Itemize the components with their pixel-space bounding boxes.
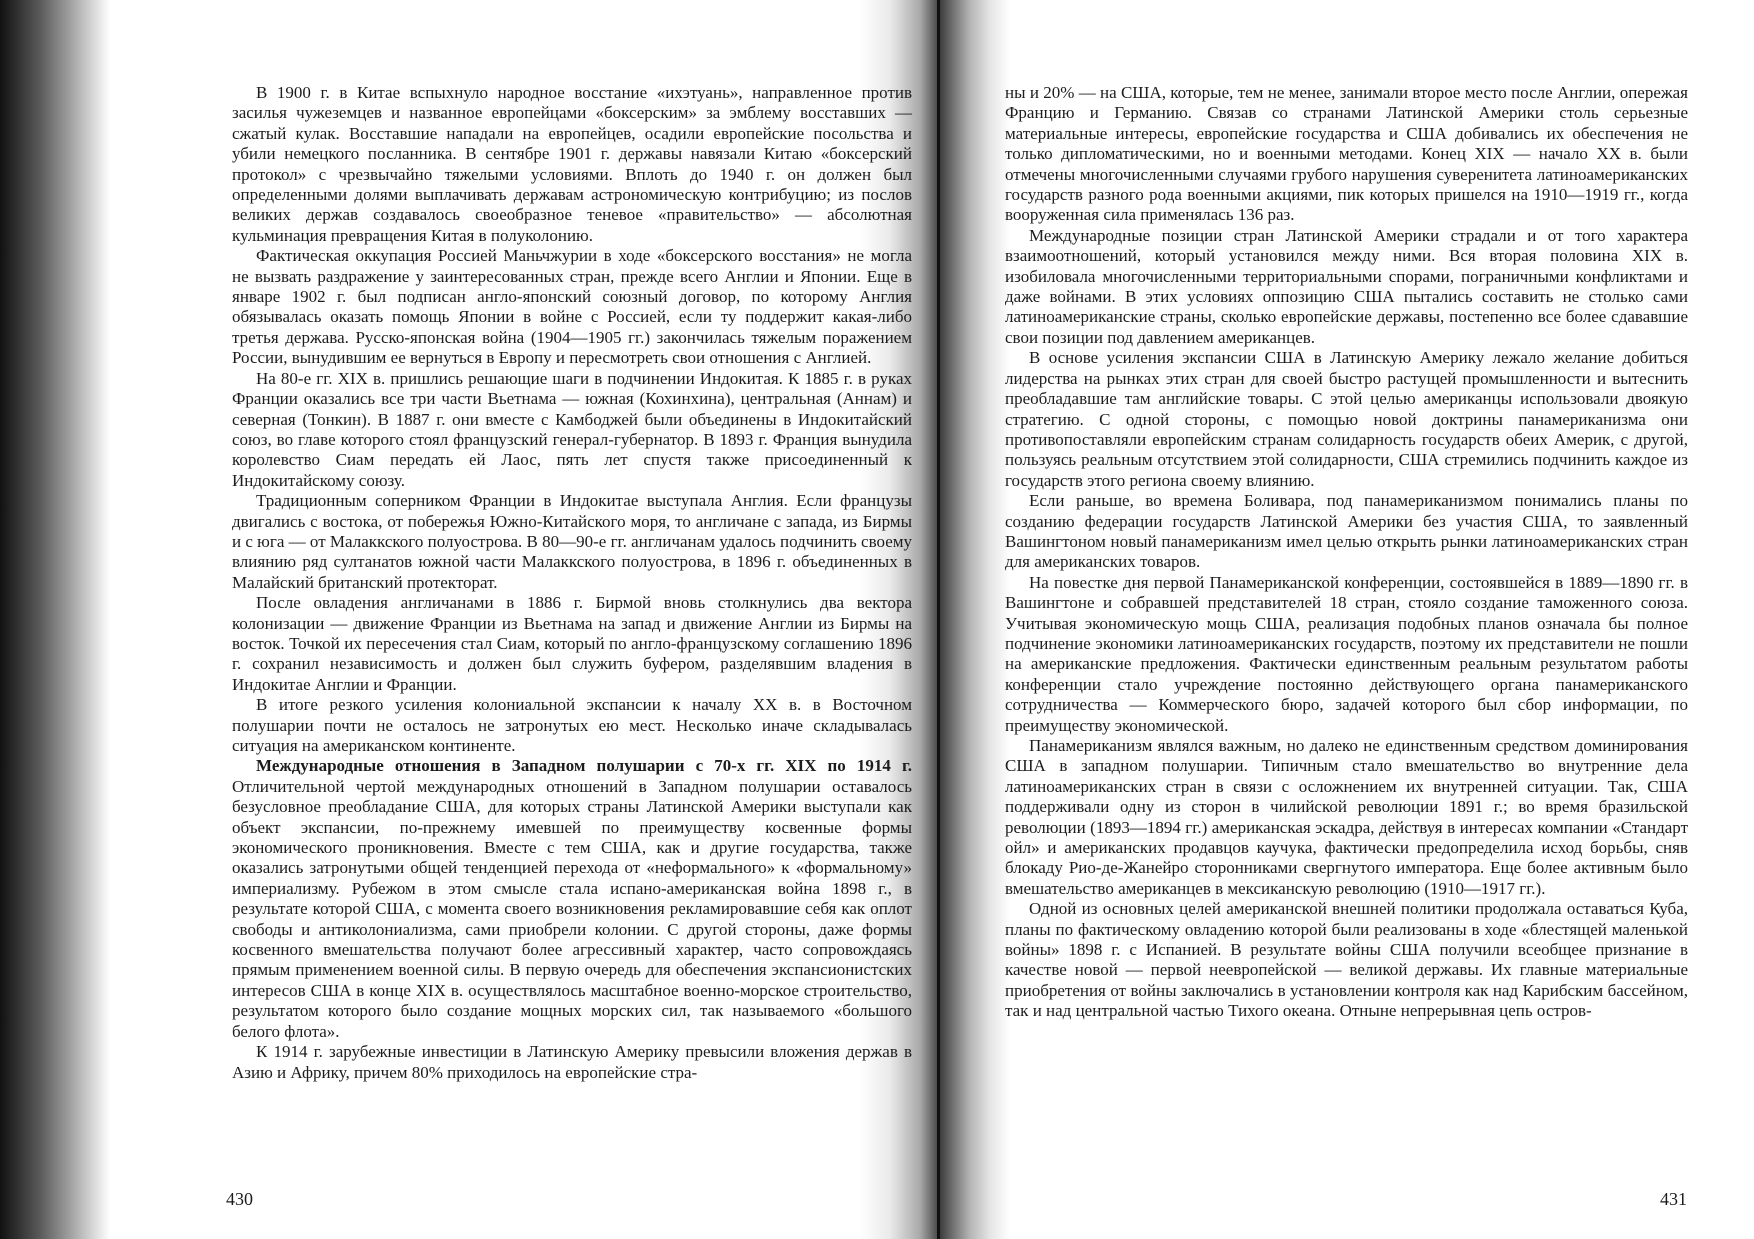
paragraph: В 1900 г. в Китае вспыхнуло народное восстание «ихэтуань», направленное против засилья чужеземцев и названное европейцами «боксерским» за эмблему восставших — сжатый кулак. Восставшие нападали на европейцев, осадили европейские посольства и убили немецкого посланника. В сентябре 1901 г. державы навязали Китаю «боксерский протокол» с чрезвычайно тяжелыми условиями. Вплоть до 1940 г. он должен был определенными долями выплачивать державам астрономическую контрибуцию; из послов великих держав создавалось своеобразное теневое «правительство» — абсолютная кульминация превращения Китая в полуколонию. (232, 83, 912, 245)
book-spine-line (937, 0, 940, 1239)
paragraph: Если раньше, во времена Боливара, под панамериканизмом понимались планы по созданию федерации государств Латинской Америки без участия США, то заявленный Вашингтоном новый панамериканизм имел целью открыть рынки латиноамериканских стран для американских товаров. (1005, 491, 1688, 572)
paragraph: На 80-е гг. XIX в. пришлись решающие шаги в подчинении Индокитая. К 1885 г. в руках Франции оказались все три части Вьетнама — южная (Кохинхина), центральная (Аннам) и северная (Тонкин). В 1887 г. они вместе с Камбоджей были объединены в Индокитайский союз, во главе которого стоял французский генерал-губернатор. В 1893 г. Франция вынудила королевство Сиам передать ей Лаос, пять лет спустя также присоединенный к Индокитайскому союзу. (232, 368, 912, 490)
right-page-text (1005, 83, 1688, 1022)
section-heading: Международные отношения в Западном полушарии с 70-х гг. XIX по 1914 г. (256, 756, 912, 776)
paragraph: Международные позиции стран Латинской Америки страдали и от того характера взаимоотношений, который установился между ними. Вся вторая половина XIX в. изобиловала многочисленными территориальными спорами, пограничными конфликтами и даже войнами. В этих условиях оппозицию США пытались составить не столько сами латиноамериканские страны, сколько европейские державы, постепенно все более сдававшие свои позиции под давлением американцев. (1005, 225, 1688, 347)
left-page-edge-shadow (0, 0, 110, 1239)
paragraph: Традиционным соперником Франции в Индокитае выступала Англия. Если французы двигались с востока, от побережья Южно-Китайского моря, то англичане с запада, из Бирмы и с юга — от Малаккского полуострова. В 80—90-е гг. англичанам удалось подчинить своему влиянию ряд султанатов южной части Малаккского полуострова, в 1896 г. объединенных в Малайский британский протекторат. (232, 491, 912, 592)
page-number-right: 431 (1660, 1189, 1687, 1209)
section-paragraph (232, 756, 912, 1042)
paragraph: Панамериканизм являлся важным, но далеко не единственным средством доминирования США в западном полушарии. Типичным стало вмешательство во внутренние дела латиноамериканских стран в связи с осложнением их внутренней ситуации. Так, США поддерживали одну из сторон в чилийской революции 1891 г.; во время бразильской революции (1893—1894 гг.) американская эскадра, действуя в интересах компании «Стандарт ойл» и американских продавцов каучука, фактически предопределила исход борьбы, сняв блокаду Рио-де-Жанейро сторонниками свергнутого императора. Еще более активным было вмешательство американцев в мексиканскую революцию (1910—1917 гг.). (1005, 736, 1688, 898)
paragraph-continued: ны и 20% — на США, которые, тем не менее, занимали второе место после Англии, опережая Францию и Германию. Связав со странами Латинской Америки столь серьезные материальные интересы, европейские государства и США добивались их обеспечения не только дипломатическими, но и военными методами. Конец XIX — начало XX в. были отмечены многочисленными случаями грубого нарушения суверенитета латиноамериканских государств разного рода военными акциями, пик которых пришелся на 1910—1919 гг., когда вооруженная сила применялась 136 раз. (1005, 83, 1688, 225)
paragraph: Одной из основных целей американской внешней политики продолжала оставаться Куба, планы по фактическому овладению которой были реализованы в ходе «блестящей маленькой войны» 1898 г. с Испанией. В результате войны США получили всеобщее признание в качестве новой — первой неевропейской — великой державы. Их главные материальные приобретения от войны заключались в установлении контроля как над Карибским бассейном, так и над центральной частью Тихого океана. Отныне непрерывная цепь остров- (1005, 899, 1688, 1021)
paragraph: После овладения англичанами в 1886 г. Бирмой вновь столкнулись два вектора колонизации — движение Франции из Вьетнама на запад и движение Англии из Бирмы на восток. Точкой их пересечения стал Сиам, который по англо-французскому соглашению 1896 г. сохранил независимость и должен был служить буфером, разделявшим владения в Индокитае Англии и Франции. (232, 593, 912, 694)
section-text: Отличительной чертой международных отношений в Западном полушарии оставалось безусловное преобладание США, для которых страны Латинской Америки выступали как объект экспансии, по-прежнему имевшей по преимуществу косвенные формы экономического проникновения. Вместе с тем США, как и другие государства, также оказались затронутыми общей тенденцией перехода от «неформального» к «формальному» империализму. Рубежом в этом смысле стала испано-американская война 1898 г., в результате которой США, с момента своего возникновения рекламировавшие себя как оплот свободы и антиколониализма, сами приобрели колонии. С другой стороны, даже формы косвенного вмешательства получают более агрессивный характер, часто сопровождаясь прямым применением военной силы. В первую очередь для обеспечения экспансионистских интересов США в конце XIX в. осуществлялось масштабное военно-морское строительство, результатом которого было создание мощных морских сил, так называемого «большого белого флота». (232, 776, 912, 1041)
paragraph: Фактическая оккупация Россией Маньчжурии в ходе «боксерского восстания» не могла не вызвать раздражение у заинтересованных стран, прежде всего Англии и Японии. Еще в январе 1902 г. был подписан англо-японский союзный договор, по которому Англия обязывалась оказать помощь Японии в войне с Россией, если ту поддержит какая-либо третья держава. Русско-японская война (1904—1905 гг.) закончилась тяжелым поражением России, вынудившим ее вернуться в Европу и пересмотреть свои отношения с Англией. (232, 246, 912, 368)
page-number-left: 430 (226, 1189, 253, 1209)
left-page-text (232, 83, 912, 1083)
paragraph: В основе усиления экспансии США в Латинскую Америку лежало желание добиться лидерства на рынках этих стран для своей быстро растущей промышленности и вытеснить преобладавшие там английские товары. С этой целью американцы использовали двоякую стратегию. С одной стороны, с помощью новой доктрины панамериканизма они противопоставляли европейским странам солидарность государств обеих Америк, с другой, пользуясь реальным отсутствием этой солидарности, США стремились подчинить каждое из государств этого региона своему влиянию. (1005, 348, 1688, 490)
paragraph: В итоге резкого усиления колониальной экспансии к началу XX в. в Восточном полушарии почти не осталось не затронутых ею мест. Несколько иначе складывалась ситуация на американском континенте. (232, 695, 912, 755)
paragraph: К 1914 г. зарубежные инвестиции в Латинскую Америку превысили вложения держав в Азию и Африку, причем 80% приходилось на европейские стра- (232, 1042, 912, 1082)
paragraph: На повестке дня первой Панамериканской конференции, состоявшейся в 1889—1890 гг. в Вашингтоне и собравшей представителей 18 стран, стояло создание таможенного союза. Учитывая экономическую мощь США, реализация подобных планов означала бы полное подчинение экономики латиноамериканских государств, поэтому их представители не пошли на американские предложения. Фактически единственным реальным результатом работы конференции стало учреждение постоянно действующего органа панамериканского сотрудничества — Коммерческого бюро, задачей которого был сбор информации, по преимуществу экономической. (1005, 572, 1688, 735)
